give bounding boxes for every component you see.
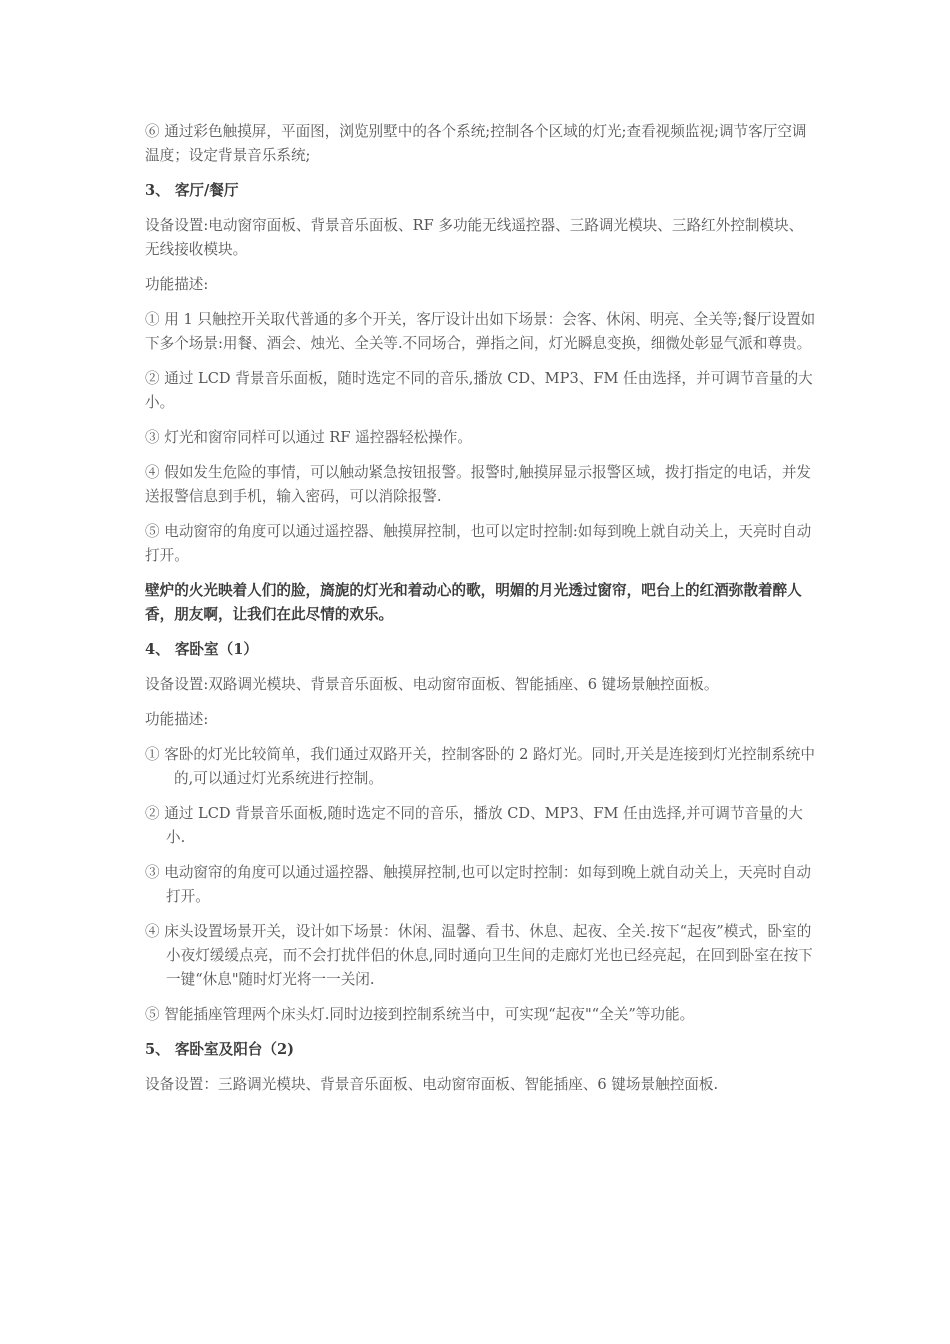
paragraph-devices-living: 设备设置:电动窗帘面板、背景音乐面板、RF 多功能无线遥控器、三路调光模块、三路红外控制模块、无线接收模块。 bbox=[145, 217, 804, 258]
paragraph-bedroom-item-1: ① 客卧的灯光比较简单，我们通过双路开关，控制客卧的 2 路灯光。同时,开关是连接到灯光控制系统中的,可以通过灯光系统进行控制。 bbox=[145, 746, 815, 787]
heading-guest-bedroom-2: 5、 客卧室及阳台（2) bbox=[145, 1041, 295, 1058]
paragraph-fireplace: 壁炉的火光映着人们的脸，旖旎的灯光和着动心的歌，明媚的月光透过窗帘，吧台上的红酒弥散着醉人香，朋友啊，让我们在此尽情的欢乐。 bbox=[145, 582, 802, 623]
paragraph-touchscreen: ⑥ 通过彩色触摸屏，平面图，浏览别墅中的各个系统;控制各个区域的灯光;查看视频监视;调节客厅空调温度；设定背景音乐系统; bbox=[145, 123, 807, 164]
paragraph-bedroom-item-3: ③ 电动窗帘的角度可以通过遥控器、触摸屏控制,也可以定时控制：如每到晚上就自动关上，天亮时自动打开。 bbox=[145, 864, 812, 905]
paragraph-living-item-3: ③ 灯光和窗帘同样可以通过 RF 遥控器轻松操作。 bbox=[145, 429, 472, 446]
paragraph-devices-bedroom-2: 设备设置：三路调光模块、背景音乐面板、电动窗帘面板、智能插座、6 键场景触控面板. bbox=[145, 1076, 719, 1093]
paragraph-function-label-2: 功能描述: bbox=[145, 711, 209, 728]
paragraph-living-item-2: ② 通过 LCD 背景音乐面板，随时选定不同的音乐,播放 CD、MP3、FM 任由选择，并可调节音量的大小。 bbox=[145, 370, 813, 411]
document-page bbox=[145, 120, 817, 1108]
paragraph-bedroom-item-5: ⑤ 智能插座管理两个床头灯.同时边接到控制系统当中，可实现“起夜"“全关”等功能。 bbox=[145, 1006, 695, 1023]
paragraph-living-item-5: ⑤ 电动窗帘的角度可以通过遥控器、触摸屏控制，也可以定时控制:如每到晚上就自动关上，天亮时自动打开。 bbox=[145, 523, 812, 564]
paragraph-living-item-1: ① 用 1 只触控开关取代普通的多个开关，客厅设计出如下场景：会客、休闲、明亮、全关等;餐厅设置如下多个场景:用餐、酒会、烛光、全关等.不同场合，弹指之间，灯光瞬息变换，细微处彰显气派和尊贵。 bbox=[145, 311, 816, 352]
paragraph-bedroom-item-2: ② 通过 LCD 背景音乐面板,随时选定不同的音乐，播放 CD、MP3、FM 任由选择,并可调节音量的大小. bbox=[145, 805, 803, 846]
heading-living-dining: 3、 客厅/餐厅 bbox=[145, 182, 239, 199]
paragraph-bedroom-item-4: ④ 床头设置场景开关，设计如下场景：休闲、温馨、看书、休息、起夜、全关.按下“起夜”模式，卧室的小夜灯缓缓点亮，而不会打扰伴侣的休息,同时通向卫生间的走廊灯光也已经亮起，在回到卧室在按下一键“休息"随时灯光将一一关闭. bbox=[145, 923, 813, 988]
paragraph-devices-bedroom: 设备设置:双路调光模块、背景音乐面板、电动窗帘面板、智能插座、6 键场景触控面板。 bbox=[145, 676, 719, 693]
paragraph-living-item-4: ④ 假如发生危险的事情，可以触动紧急按钮报警。报警时,触摸屏显示报警区域，拨打指定的电话，并发送报警信息到手机，输入密码，可以消除报警. bbox=[145, 464, 812, 505]
heading-guest-bedroom-1: 4、 客卧室（1） bbox=[145, 641, 258, 658]
paragraph-function-label-1: 功能描述: bbox=[145, 276, 209, 293]
